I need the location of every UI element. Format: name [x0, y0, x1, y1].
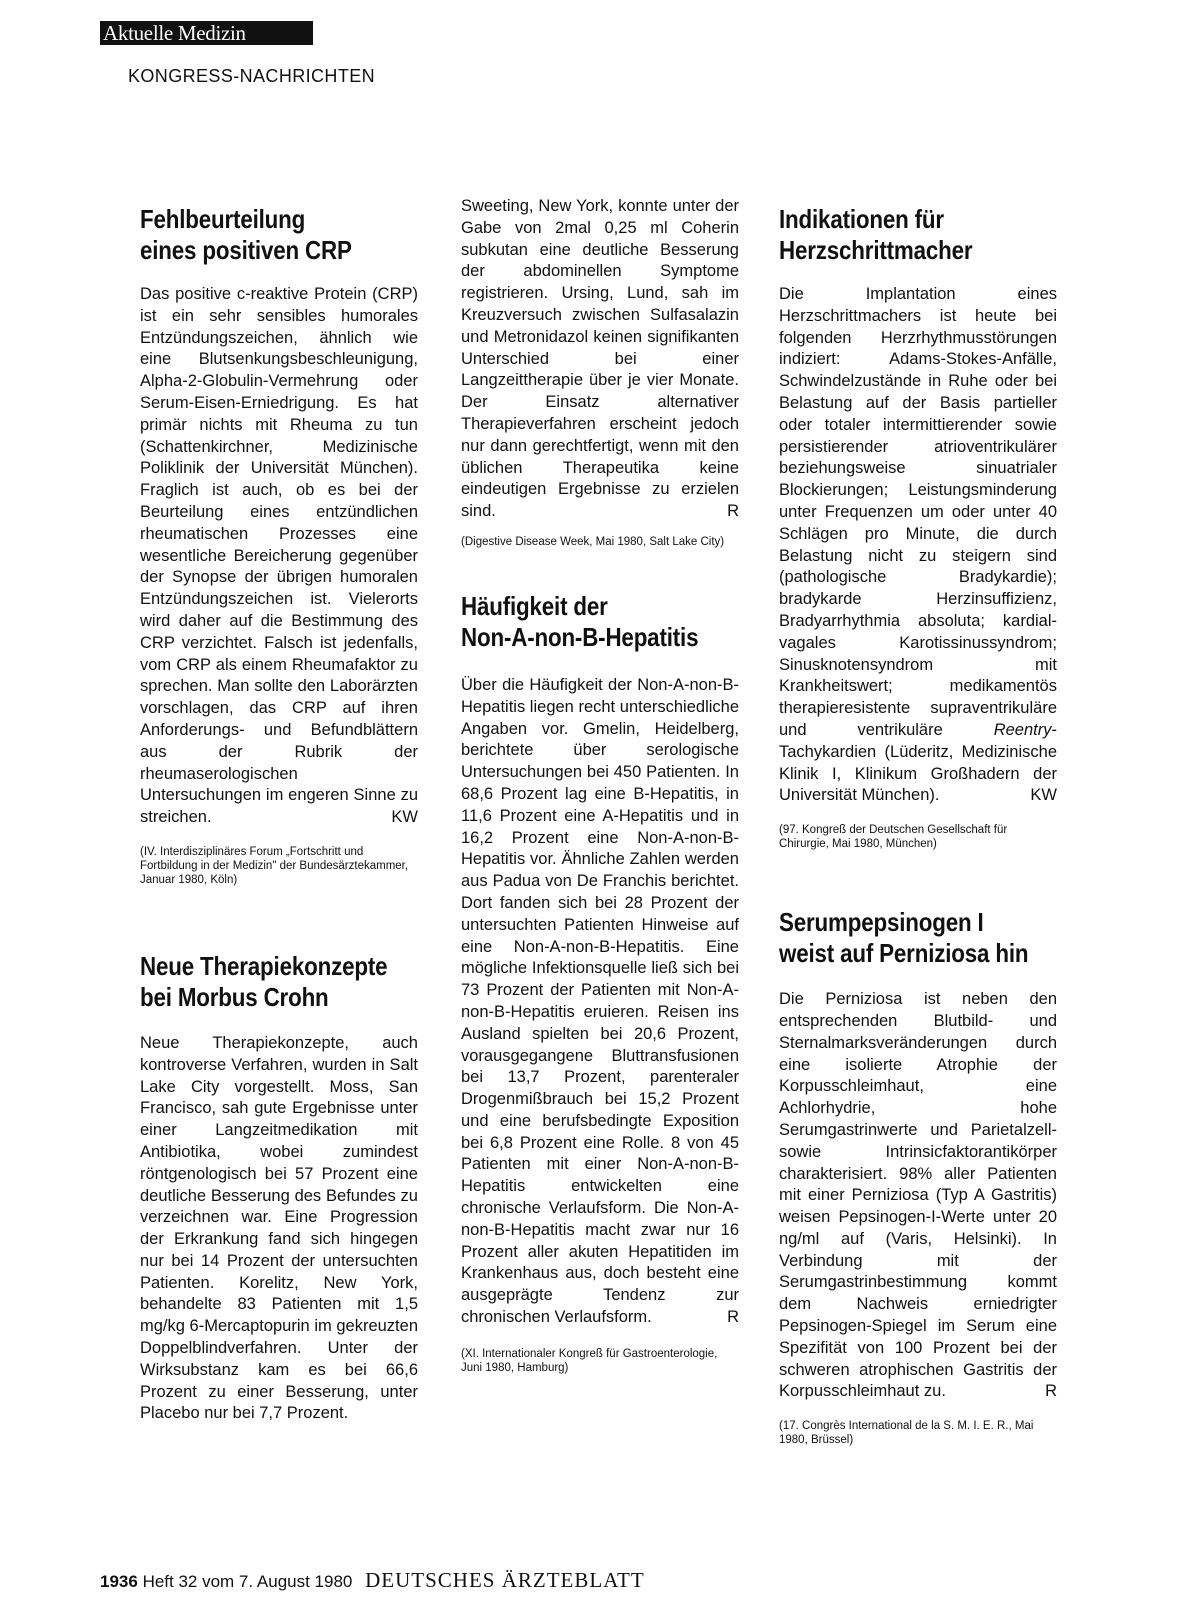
article-title — [779, 204, 1063, 266]
title-line: eines positiven CRP — [140, 235, 352, 265]
article-title — [779, 907, 1063, 969]
author-signature: R — [727, 1308, 739, 1327]
article-pepsinogen — [779, 907, 1057, 1447]
article-body: Neue Therapiekonzepte, auch kontroverse Verfahren, wurden in Salt Lake City vorgestellt. Moss, San Francisco, sah gute Ergebnisse unter einer Langzeitmedikation mit Antibiotika, wobei zumindest röntgenologisch bei 57 Prozent eine deutliche Besserung des Befundes zu verzeichnen war. Eine Progression der Erkrankung fand sich hingegen nur bei 14 Prozent der untersuchten Patienten. Korelitz, New York, behandelte 83 Patienten mit 1,5 mg/kg 6-Mercaptopurin im gekreuzten Doppelblindverfahren. Unter der Wirksubstanz kam es bei 66,6 Prozent zu einer Besserung, unter Placebo nur bei 7,7 Prozent. — [140, 1033, 418, 1423]
title-line: weist auf Perniziosa hin — [779, 938, 1029, 969]
author-signature: KW — [1030, 786, 1057, 805]
column-3 — [779, 204, 1057, 1447]
article-hepatitis — [461, 591, 739, 1375]
article-title — [461, 591, 745, 653]
article-source: (17. Congrès International de la S. M. I. E. R., Mai 1980, Brüssel) — [779, 1420, 1034, 1447]
title-line: Neue Therapiekonzepte — [140, 950, 388, 981]
title-line: bei Morbus Crohn — [140, 981, 329, 1012]
article-source: (XI. Internationaler Kongreß für Gastroenterologie, Juni 1980, Hamburg) — [461, 1347, 718, 1374]
article-title — [140, 951, 424, 1013]
title-line: Herzschrittmacher — [779, 235, 973, 265]
title-line: Serumpepsinogen I — [779, 907, 984, 938]
issue-info: Heft 32 vom 7. August 1980 — [142, 1572, 353, 1591]
title-line: Häufigkeit der — [461, 590, 608, 621]
rubric-heading: KONGRESS-NACHRICHTEN — [128, 66, 376, 86]
title-line: Fehlbeurteilung — [140, 204, 306, 234]
article-body-continued: Sweeting, New York, konnte unter der Gabe von 2mal 0,25 ml Coherin subkutan eine deutliche Besserung der abdominellen Symptome registrieren. Ursing, Lund, sah im Kreuzversuch zwischen Sulfasalazin und Metronidazol keinen signifikanten Unterschied bei einer Langzeittherapie über je vier Monate. Der Einsatz alternativer Therapieverfahren erscheint jedoch nur dann gerechtfertigt, wenn mit den üblichen Therapeutika keine eindeutigen Ergebnisse zu erzielen sind. R — [461, 196, 739, 523]
author-signature: R — [727, 502, 739, 521]
journal-name: DEUTSCHES ÄRZTEBLATT — [365, 1568, 645, 1592]
column-2 — [461, 196, 739, 1375]
article-body: Die Perniziosa ist neben den entsprechenden Blutbild- und Sternalmarksveränderungen durch eine isolierte Atrophie der Korpusschleimhaut, eine Achlorhydrie, hohe Serumgastrinwerte und Parietalzell- sowie Intrinsicfaktorantikörper charakterisiert. 98% aller Patienten mit einer Perniziosa (Typ A Gastritis) weisen Pepsinogen-I-Werte unter 20 ng/ml auf (Varis, Helsinki). In Verbindung mit der Serumgastrinbestimmung kommt dem Nachweis erniedrigter Pepsinogen-Spiegel im Serum eine Spezifität von 100 Prozent bei der schweren atrophischen Gastritis der Korpusschleimhaut zu. R — [779, 989, 1057, 1403]
page-number: 1936 — [100, 1572, 138, 1591]
article-source: (Digestive Disease Week, Mai 1980, Salt Lake City) — [461, 535, 725, 548]
article-body: Über die Häufigkeit der Non-A-non-B-Hepatitis liegen recht unterschiedliche Angaben vor. Gmelin, Heidelberg, berichtete über serologische Untersuchungen bei 450 Patienten. In 68,6 Prozent lag eine B-Hepatitis, in 11,6 Prozent eine A-Hepatitis und in 16,2 Prozent eine Non-A-non-B-Hepatitis vor. Ähnliche Zahlen werden aus Padua von De Franchis berichtet. Dort fanden sich bei 28 Prozent der untersuchten Patienten Hinweise auf eine Non-A-non-B-Hepatitis. Eine mögliche Infektionsquelle ließ sich bei 73 Prozent der Patienten mit Non-A-non-B-Hepatitis eruieren. Reisen ins Ausland spielten bei 20,6 Prozent, vorausgegangene Bluttransfusionen bei 13,7 Prozent, parenteraler Drogenmißbrauch bei 15,2 Prozent und eine berufsbedingte Exposition bei 6,8 Prozent eine Rolle. 8 von 45 Patienten mit einer Non-A-non-B-Hepatitis entwickelten eine chronische Verlaufsform. Die Non-A-non-B-Hepatitis macht zwar nur 16 Prozent aller akuten Hepatitiden im Krankenhaus aus, doch besteht eine ausgeprägte Tendenz zur chronischen Verlaufsform. R — [461, 675, 739, 1329]
title-line: Indikationen für — [779, 204, 944, 234]
article-source: (97. Kongreß der Deutschen Gesellschaft für Chirurgie, Mai 1980, München) — [779, 824, 1008, 851]
author-signature: R — [1045, 1382, 1057, 1401]
article-morbus-crohn — [140, 951, 418, 1425]
section-label: Aktuelle Medizin — [100, 21, 313, 45]
article-body: Das positive c-reaktive Protein (CRP) ist ein sehr sensibles humorales Entzündungszeichen, ähnlich wie eine Blutsenkungsbeschleunigung, Alpha-2-Globulin-Vermehrung oder Serum-Eisen-Erniedrigung. Es hat primär nichts mit Rheuma zu tun (Schattenkirchner, Medizinische Poliklinik der Universität München). Fraglich ist auch, ob es bei der Beurteilung eines entzündlichen rheumatischen Prozesses eine wesentliche Bereicherung gegenüber der Synopse der übrigen humoralen Entzündungszeichen ist. Vielerorts wird daher auf die Bestimmung des CRP verzichtet. Falsch ist jedenfalls, vom CRP als einem Rheumafaktor zu sprechen. Man sollte den Laborärzten vorschlagen, das CRP auf ihren Anforderungs- und Befundblättern aus der Rubrik der rheumaserologischen Untersuchungen im engeren Sinne zu streichen. KW — [140, 284, 418, 829]
column-1 — [140, 204, 418, 1425]
article-source: (IV. Interdisziplinäres Forum „Fortschritt und Fortbildung in der Medizin" der Bundesärztekammer, Januar 1980, Köln) — [140, 845, 409, 886]
title-line: Non-A-non-B-Hepatitis — [461, 621, 699, 652]
article-herzschrittmacher — [779, 204, 1057, 851]
article-title — [140, 204, 424, 266]
page-footer — [100, 1568, 645, 1593]
article-crp — [140, 204, 418, 887]
italic-term: Reentry — [993, 720, 1052, 739]
author-signature: KW — [391, 808, 418, 827]
article-body: Die Implantation eines Herzschrittmachers ist heute bei folgenden Herzrhythmusstörungen indiziert: Adams-Stokes-Anfälle, Schwindelzustände in Ruhe oder bei Belastung auf der Basis partieller oder totaler intermittierender sowie persistierender atrioventrikulärer beziehungsweise sinuatrialer Blockierungen; Leistungsminderung unter Frequenzen um oder unter 40 Schlägen pro Minute, die durch Belastung nicht zu steigern sind (pathologische Bradykardie); bradykarde Herzinsuffizienz, Bradyarrhythmia absoluta; kardial-vagales Karotissinussyndrom; Sinusknotensyndrom mit Krankheitswert; medikamentös therapieresistente supraventrikuläre und ventrikuläre Reentry-Tachykardien (Lüderitz, Medizinische Klinik I, Klinikum Großhadern der Universität München). KW — [779, 284, 1057, 807]
